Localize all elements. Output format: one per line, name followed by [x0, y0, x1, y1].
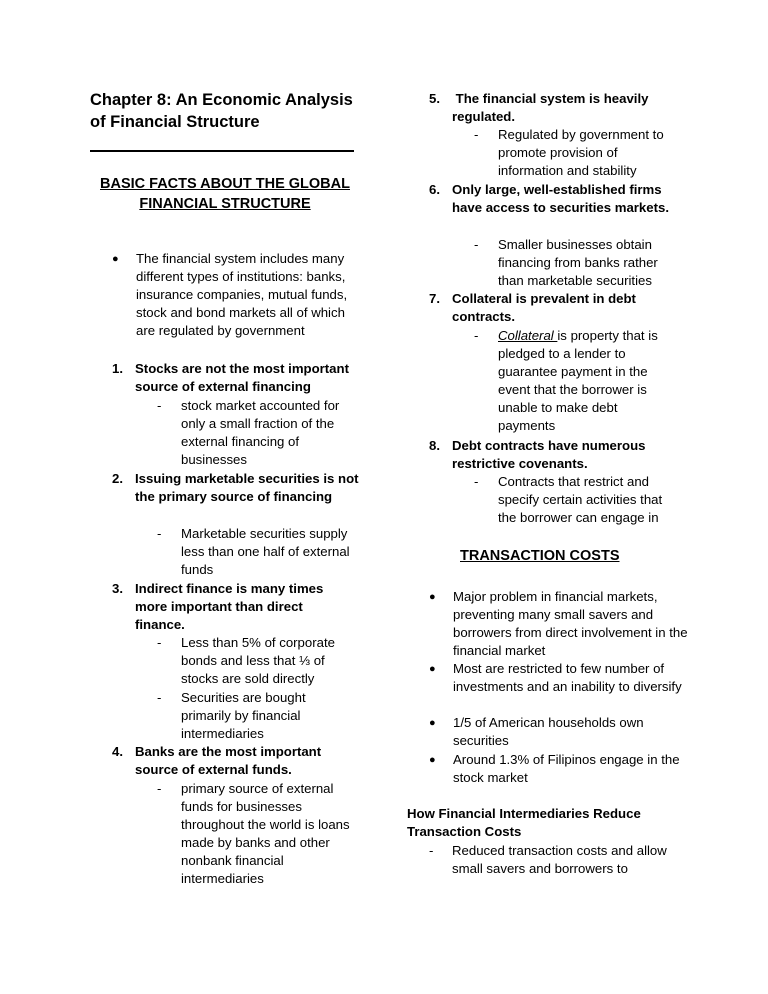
dash-marker: -	[157, 690, 162, 705]
fact-number: 4.	[112, 744, 123, 759]
bullet-icon: ●	[429, 663, 436, 675]
dash-marker: -	[157, 635, 162, 650]
detail-text: primary source of external funds for businesses throughout the world is loans made by banks and other nonbank financial intermediaries	[181, 781, 350, 886]
fact-number: 6.	[429, 182, 440, 197]
dash-marker: -	[474, 127, 479, 142]
bullet-text: Most are restricted to few number of investments and an inability to diversify	[453, 661, 682, 694]
bullet-icon: ●	[112, 253, 119, 265]
detail-text: Smaller businesses obtain financing from banks rather than marketable securities	[498, 237, 658, 288]
fact-text: Debt contracts have numerous restrictive covenants.	[452, 438, 646, 471]
dash-marker: -	[157, 398, 162, 413]
fact-number: 1.	[112, 361, 123, 376]
fact-text: Stocks are not the most important source of external financing	[135, 361, 349, 394]
detail-text: stock market accounted for only a small fraction of the external financing of businesses	[181, 398, 340, 467]
subheading-intermediaries: How Financial Intermediaries Reduce Transaction Costs	[407, 806, 641, 839]
dash-marker: -	[474, 474, 479, 489]
intro-text: The financial system includes many different types of institutions: banks, insurance companies, mutual funds, stock and bond markets all of which are regulated by government	[136, 251, 348, 338]
fact-number: 7.	[429, 291, 440, 306]
bullet-text: Around 1.3% of Filipinos engage in the stock market	[453, 752, 680, 785]
fact-number: 8.	[429, 438, 440, 453]
fact-text: Indirect finance is many times more important than direct finance.	[135, 581, 324, 632]
dash-marker: -	[429, 843, 434, 858]
fact-text: Issuing marketable securities is not the primary source of financing	[135, 471, 359, 504]
title-divider	[90, 150, 354, 152]
section-heading-basic-facts: BASIC FACTS ABOUT THE GLOBAL FINANCIAL STRUCTURE	[100, 176, 350, 212]
fact-number: 3.	[112, 581, 123, 596]
bullet-text: 1/5 of American households own securities	[453, 715, 644, 748]
dash-marker: -	[157, 526, 162, 541]
dash-marker: -	[157, 781, 162, 796]
detail-text: Less than 5% of corporate bonds and less that ⅓ of stocks are sold directly	[181, 635, 335, 686]
detail-text: Regulated by government to promote provision of information and stability	[498, 127, 664, 178]
bullet-icon: ●	[429, 754, 436, 766]
fact-number: 5.	[429, 91, 440, 106]
detail-text: Securities are bought primarily by financial intermediaries	[181, 690, 306, 741]
fact-text: The financial system is heavily regulated.	[452, 91, 653, 124]
detail-text: Contracts that restrict and specify certain activities that the borrower can engage in	[498, 474, 663, 525]
bullet-text: Major problem in financial markets, preventing many small savers and borrowers from direct involvement in the financial market	[453, 589, 688, 658]
collateral-term: Collateral	[498, 328, 558, 343]
dash-marker: -	[474, 237, 479, 252]
fact-number: 2.	[112, 471, 123, 486]
bullet-icon: ●	[429, 717, 436, 729]
bullet-icon: ●	[429, 591, 436, 603]
page-title: Chapter 8: An Economic Analysis of Financial Structure	[90, 91, 353, 131]
section-heading-transaction-costs: TRANSACTION COSTS	[460, 548, 620, 564]
fact-text: Collateral is prevalent in debt contracts.	[452, 291, 636, 324]
fact-text: Banks are the most important source of external funds.	[135, 744, 322, 777]
collateral-definition: is property that is pledged to a lender to guarantee payment in the event that the borrower is unable to make debt payments	[498, 328, 658, 433]
detail-text: Reduced transaction costs and allow small savers and borrowers to	[452, 843, 667, 876]
detail-text	[498, 327, 678, 435]
dash-marker: -	[474, 328, 479, 343]
detail-text: Marketable securities supply less than one half of external funds	[181, 526, 350, 577]
fact-text: Only large, well-established firms have access to securities markets.	[452, 182, 669, 215]
